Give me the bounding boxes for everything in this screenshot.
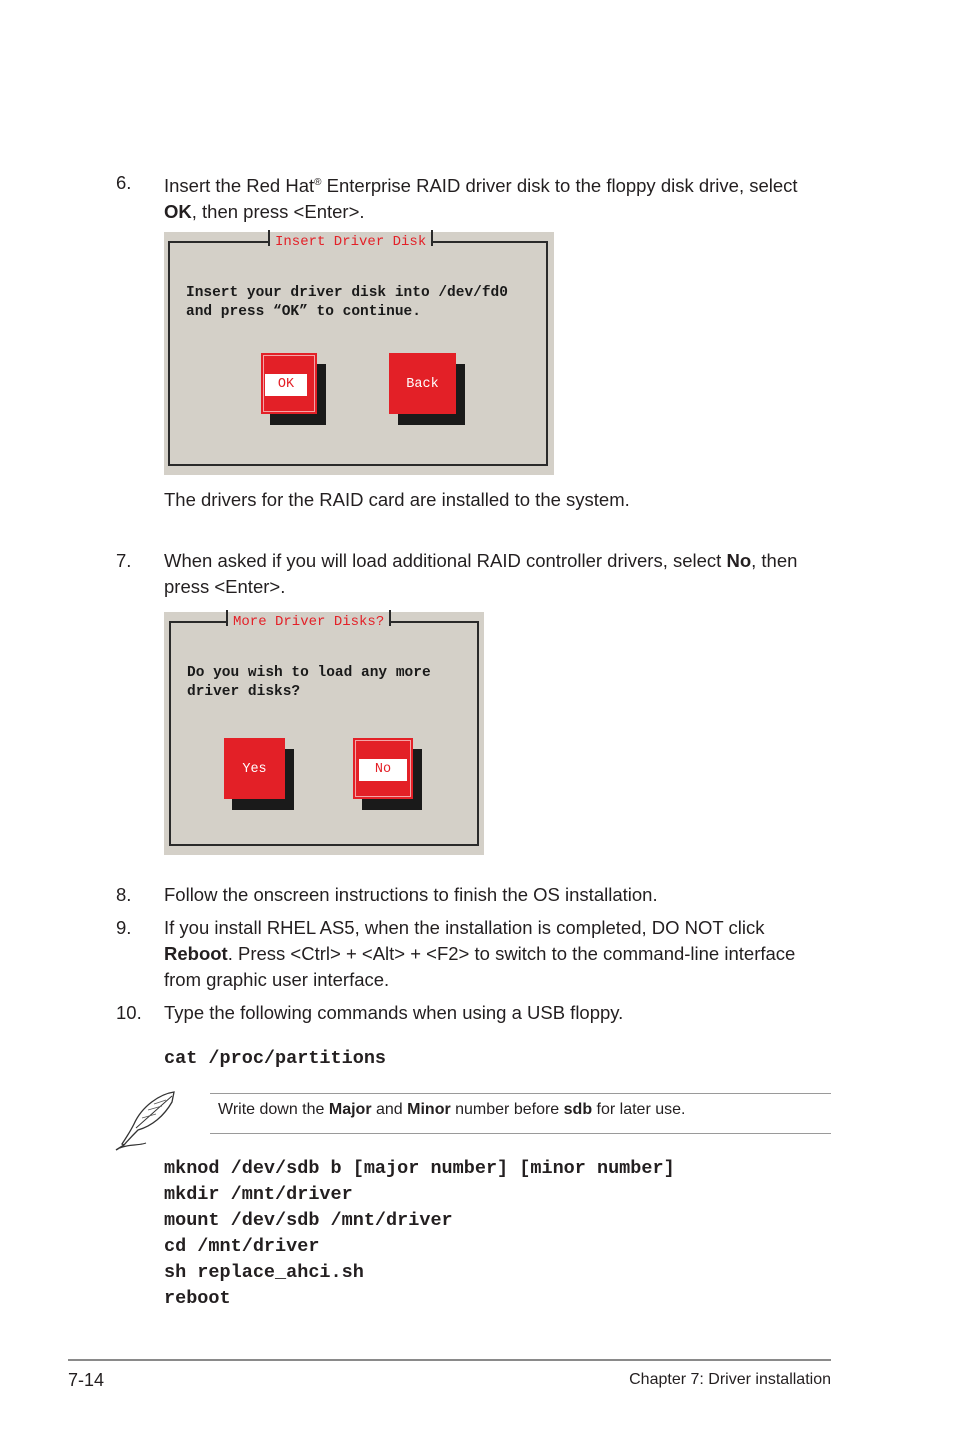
command-line: mkdir /mnt/driver — [164, 1184, 353, 1205]
dialog-title: More Driver Disks? — [228, 614, 389, 630]
dialog-frame — [169, 621, 479, 846]
back-button-label: Back — [406, 377, 439, 392]
registered-mark: ® — [314, 177, 322, 188]
chapter-title: Chapter 7: Driver installation — [629, 1371, 831, 1388]
yes-button[interactable] — [224, 738, 285, 799]
note-t4: for later use. — [592, 1101, 686, 1118]
step-9-reboot-bold: Reboot — [164, 943, 228, 964]
step-number: 6. — [116, 172, 132, 193]
ok-button-border — [263, 355, 315, 412]
command-line: sh replace_ahci.sh — [164, 1262, 364, 1283]
note-t2: and — [371, 1101, 408, 1118]
step-7-line2: press <Enter>. — [164, 576, 286, 597]
note-t1: Write down the — [218, 1101, 329, 1118]
dialog-frame — [168, 241, 548, 466]
more-driver-disks-dialog — [164, 612, 484, 855]
step-9-text — [164, 915, 844, 993]
no-button-label: No — [359, 759, 407, 781]
note-b3: sdb — [563, 1101, 593, 1118]
step-number: 9. — [116, 917, 132, 938]
step-7-line1b: , then — [751, 550, 798, 571]
note-b1: Major — [328, 1101, 372, 1118]
page-number: 7-14 — [68, 1370, 105, 1390]
command-line: reboot — [164, 1288, 231, 1309]
note-top-rule — [210, 1093, 831, 1094]
step-9-line1: If you install RHEL AS5, when the installation is completed, DO NOT click — [164, 917, 765, 938]
step-6-line1a: Insert the Red Hat — [164, 175, 315, 197]
step-6-ok-bold: OK — [164, 201, 192, 223]
footer-rule — [68, 1359, 831, 1361]
step-7-line1a: When asked if you will load additional RAID controller drivers, select — [164, 550, 727, 571]
ok-button-label: OK — [265, 374, 307, 396]
dialog-title: Insert Driver Disk — [270, 234, 431, 250]
note-b2: Minor — [407, 1101, 451, 1118]
step-number: 8. — [116, 884, 132, 905]
yes-button-label: Yes — [242, 762, 267, 777]
no-button-border — [355, 740, 411, 797]
back-button[interactable] — [389, 353, 456, 414]
feather-pen-icon — [112, 1088, 182, 1154]
step-9-line2: . Press <Ctrl> + <Alt> + <F2> to switch to the command-line interface — [227, 943, 796, 964]
dialog-message: Do you wish to load any more driver disks? — [187, 665, 431, 700]
step-7-no-bold: No — [726, 550, 752, 571]
step-number: 10. — [116, 1002, 142, 1023]
command-line: mount /dev/sdb /mnt/driver — [164, 1210, 453, 1231]
step-9-line3: from graphic user interface. — [164, 969, 390, 990]
step-6-line1b: Enterprise RAID driver disk to the floppy disk drive, select — [321, 175, 798, 197]
note-text — [218, 1100, 828, 1120]
step-6-line2: , then press <Enter>. — [191, 201, 365, 223]
note-t3: number before — [450, 1101, 564, 1118]
step-7-text — [164, 548, 844, 600]
command-block — [164, 1156, 675, 1312]
command-line: cat /proc/partitions — [164, 1048, 387, 1069]
step-8-text: Follow the onscreen instructions to finish the OS installation. — [164, 884, 658, 905]
step-number: 7. — [116, 550, 132, 571]
dialog-message: Insert your driver disk into /dev/fd0 and press “OK” to continue. — [186, 285, 508, 320]
no-button[interactable] — [353, 738, 413, 799]
step-10-text: Type the following commands when using a USB floppy. — [164, 1002, 624, 1023]
note-bottom-rule — [210, 1133, 831, 1134]
step-6-result: The drivers for the RAID card are installed to the system. — [164, 489, 630, 510]
ok-button[interactable] — [261, 353, 317, 414]
insert-driver-disk-dialog — [164, 232, 554, 475]
step-6-text — [164, 170, 844, 225]
command-line: cd /mnt/driver — [164, 1236, 320, 1257]
command-line: mknod /dev/sdb b [major number] [minor number] — [164, 1158, 675, 1179]
